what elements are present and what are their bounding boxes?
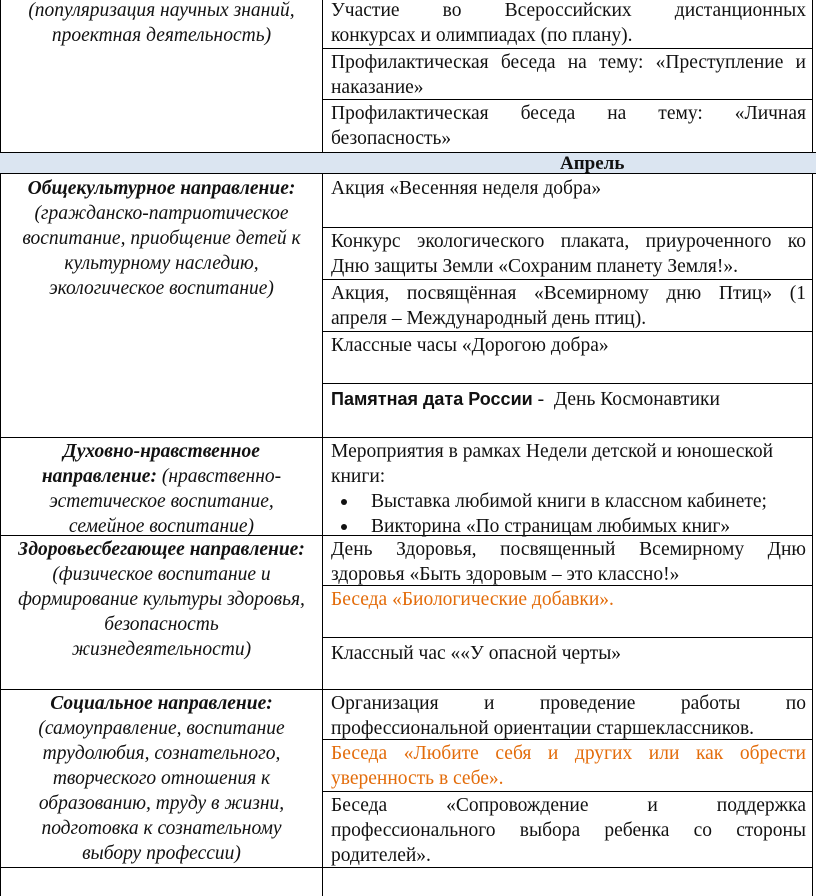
row-divider	[0, 689, 813, 690]
activity-line: Беседа «Биологические добавки».	[331, 589, 614, 610]
activity-cell	[323, 691, 812, 741]
top-direction-line: проектная деятельность)	[51, 25, 272, 46]
activity-cell	[323, 439, 812, 539]
direction-desc-line: образованию, труду в жизни,	[38, 793, 285, 814]
activity-line: апреля – Международный день птиц).	[331, 308, 647, 329]
direction-desc-line: эстетическое воспитание,	[49, 491, 274, 512]
activity-line: профессиональной ориентации старшеклассников.	[331, 718, 755, 739]
activity-line: наказание»	[331, 77, 424, 98]
list-item: Викторина «По страницам любимых книг»	[331, 514, 806, 539]
row-divider	[322, 227, 813, 228]
direction-desc-line: безопасность	[104, 614, 219, 635]
direction-title: Социальное направление:	[50, 693, 273, 714]
row-divider	[322, 279, 813, 280]
memorable-date-label: Памятная дата России	[331, 389, 533, 409]
activity-cell	[323, 641, 812, 666]
activity-cell	[323, 176, 812, 201]
direction-desc-line: (физическое воспитание и	[52, 564, 271, 585]
direction-desc-line: (самоуправление, воспитание	[38, 718, 285, 739]
activity-line: Классный час ««У опасной черты»	[331, 643, 622, 664]
direction-desc-line: культурному наследию,	[64, 253, 259, 274]
list-item: Выставка любимой книги в классном кабинете;	[331, 489, 806, 514]
activity-cell	[323, 587, 812, 612]
direction-desc-line: (гражданско-патриотическое	[34, 203, 289, 224]
activity-cell	[323, 741, 812, 791]
activity-line: Беседа «Любите себя и других или как обрести	[331, 743, 806, 764]
activity-line: уверенность в себе».	[331, 768, 504, 789]
activity-line: конкурсах и олимпиадах (по плану).	[331, 25, 633, 46]
activity-line: Конкурс экологического плаката, приуроченного ко	[331, 231, 806, 252]
activity-line: профессионального выбора ребенка со стороны	[331, 820, 806, 841]
bullet-icon	[341, 499, 347, 505]
direction-desc-line: экологическое воспитание)	[49, 278, 274, 299]
activity-line: Акция «Весенняя неделя добра»	[331, 178, 602, 199]
direction-title: направление: (нравственно-	[41, 466, 282, 487]
direction-desc-line: подготовка к сознательному	[41, 818, 282, 839]
activity-line: Дню защиты Земли «Сохраним планету Земля!».	[331, 256, 738, 277]
top-direction-cell	[1, 0, 322, 48]
activity-line: Профилактическая беседа на тему: «Личная	[331, 103, 806, 124]
activity-line: День Здоровья, посвященный Всемирному Дню	[331, 539, 806, 560]
direction-desc-line: семейное воспитание)	[68, 516, 255, 537]
activity-line: родителей».	[331, 845, 431, 866]
social-direction-cell	[1, 691, 322, 866]
spiritual-direction-cell	[1, 439, 322, 539]
activity-line: безопасность»	[331, 128, 452, 149]
activity-cell	[323, 0, 812, 48]
activity-line: Мероприятия в рамках Недели детской и юношеской	[331, 441, 774, 462]
activity-line: книги:	[331, 466, 386, 487]
memorable-date-line	[331, 387, 806, 412]
health-direction-cell	[1, 537, 322, 662]
direction-title: Духовно-нравственное	[63, 441, 260, 462]
activity-line: Беседа «Сопровождение и поддержка	[331, 795, 806, 816]
direction-title: Общекультурное направление:	[27, 178, 296, 199]
row-divider	[322, 48, 813, 49]
month-header	[0, 152, 816, 174]
activity-cell	[323, 229, 812, 279]
activity-line: здоровья «Быть здоровым – это классно!»	[331, 564, 680, 585]
activity-cell	[323, 333, 812, 358]
activity-cell	[323, 281, 812, 331]
activity-line: Профилактическая беседа на тему: «Преступление и	[331, 52, 806, 73]
memorable-date-text: - День Космонавтики	[532, 389, 720, 410]
activity-cell	[323, 50, 812, 100]
row-divider	[322, 791, 813, 792]
activity-line: Акция, посвящённая «Всемирному дню Птиц» (1	[331, 283, 806, 304]
direction-desc-line: трудолюбия, сознательного,	[42, 743, 281, 764]
row-divider	[322, 383, 813, 384]
general-direction-cell	[1, 176, 322, 301]
table-right-border	[812, 0, 813, 152]
bullet-list	[331, 489, 806, 539]
activity-cell	[323, 387, 812, 412]
row-divider	[0, 437, 813, 438]
direction-desc-line: творческого отношения к	[52, 768, 271, 789]
direction-desc-line: выбору профессии)	[82, 843, 241, 864]
top-direction-line: (популяризация научных знаний,	[28, 0, 295, 21]
activity-cell	[323, 793, 812, 868]
direction-desc-line: жизнедеятельности)	[71, 639, 252, 660]
direction-title: Здоровьесбегающее направление:	[18, 539, 305, 560]
month-title: Апрель	[560, 153, 625, 174]
activity-line: Участие во Всероссийских дистанционных	[331, 0, 806, 21]
activity-line: Организация и проведение работы по	[331, 693, 806, 714]
activity-cell	[323, 101, 812, 151]
bullet-icon	[341, 524, 347, 530]
direction-desc-line: формирование культуры здоровья,	[18, 589, 305, 610]
activity-cell	[323, 537, 812, 587]
row-divider	[322, 637, 813, 638]
direction-desc-line: воспитание, приобщение детей к	[22, 228, 301, 249]
row-divider	[322, 331, 813, 332]
activity-line: Классные часы «Дорогою добра»	[331, 335, 609, 356]
